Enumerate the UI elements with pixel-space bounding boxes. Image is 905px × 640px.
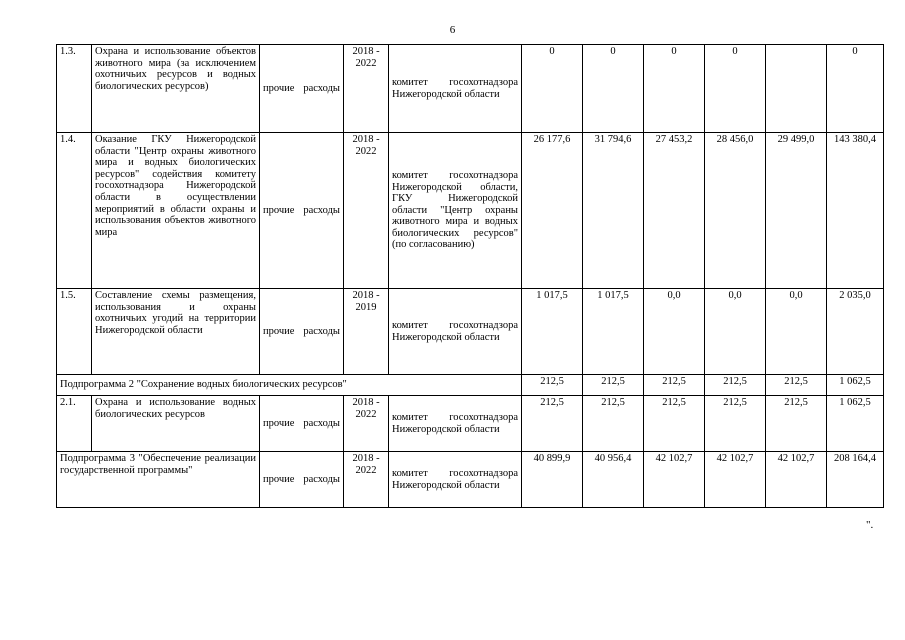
value-total: 1 062,5 [827, 396, 884, 452]
value-2021: 212,5 [705, 396, 766, 452]
value-2021: 0,0 [705, 289, 766, 375]
value-2019: 31 794,6 [583, 133, 644, 289]
period: 2018 - 2022 [344, 452, 389, 508]
table-row [57, 289, 884, 375]
value-2021: 42 102,7 [705, 452, 766, 508]
activity-name: Оказание ГКУ Нижегородской области "Центр охраны животного мира и водных биологических ресурсов" содействия комитету госохотнадзора Нижегородской области в осуществлении мероприятий в области охраны и использования объектов животного мира [92, 133, 260, 289]
period: 2018 - 2019 [344, 289, 389, 375]
activity-name: Охрана и использование объектов животного мира (за исключением охотничьих ресурсов и водных биологических ресурсов) [92, 45, 260, 133]
value-2020: 27 453,2 [644, 133, 705, 289]
value-total: 0 [827, 45, 884, 133]
value-2021: 212,5 [705, 375, 766, 396]
page-number: 6 [449, 24, 456, 36]
value-2020: 212,5 [644, 396, 705, 452]
value-2022 [766, 45, 827, 133]
budget-table [56, 44, 884, 508]
executor: комитет госохотнадзора Нижегородской области [389, 452, 522, 508]
value-2018: 1 017,5 [522, 289, 583, 375]
activity-name: Охрана и использование водных биологических ресурсов [92, 396, 260, 452]
row-number: 1.4. [57, 133, 92, 289]
value-2019: 1 017,5 [583, 289, 644, 375]
value-total: 1 062,5 [827, 375, 884, 396]
executor: комитет госохотнадзора Нижегородской области [389, 45, 522, 133]
executor: комитет госохотнадзора Нижегородской области [389, 396, 522, 452]
value-total: 2 035,0 [827, 289, 884, 375]
value-2021: 28 456,0 [705, 133, 766, 289]
value-2019: 40 956,4 [583, 452, 644, 508]
subprogram-title: Подпрограмма 3 "Обеспечение реализации государственной программы" [57, 452, 260, 508]
period: 2018 - 2022 [344, 133, 389, 289]
value-total: 208 164,4 [827, 452, 884, 508]
value-2018: 0 [522, 45, 583, 133]
row-number: 1.5. [57, 289, 92, 375]
period: 2018 - 2022 [344, 396, 389, 452]
value-2019: 0 [583, 45, 644, 133]
value-2018: 26 177,6 [522, 133, 583, 289]
value-2020: 0 [644, 45, 705, 133]
expense-type: прочие расходы [260, 133, 344, 289]
executor: комитет госохотнадзора Нижегородской области, ГКУ Нижегородской области "Центр охраны животного мира и водных биологических ресурсов" (по согласованию) [389, 133, 522, 289]
subprogram-row [57, 375, 884, 396]
row-number: 2.1. [57, 396, 92, 452]
value-2019: 212,5 [583, 375, 644, 396]
row-number: 1.3. [57, 45, 92, 133]
closing-quote-mark: ". [866, 519, 874, 531]
subprogram-row [57, 452, 884, 508]
value-2020: 0,0 [644, 289, 705, 375]
value-2022: 42 102,7 [766, 452, 827, 508]
executor: комитет госохотнадзора Нижегородской области [389, 289, 522, 375]
activity-name: Составление схемы размещения, использования и охраны охотничьих угодий на территории Нижегородской области [92, 289, 260, 375]
value-2019: 212,5 [583, 396, 644, 452]
expense-type: прочие расходы [260, 289, 344, 375]
value-2022: 212,5 [766, 375, 827, 396]
value-2018: 212,5 [522, 375, 583, 396]
value-2022: 29 499,0 [766, 133, 827, 289]
value-2018: 40 899,9 [522, 452, 583, 508]
value-2021: 0 [705, 45, 766, 133]
subprogram-title: Подпрограмма 2 "Сохранение водных биологических ресурсов" [57, 375, 522, 396]
expense-type: прочие расходы [260, 396, 344, 452]
value-total: 143 380,4 [827, 133, 884, 289]
table-row [57, 133, 884, 289]
value-2022: 212,5 [766, 396, 827, 452]
period: 2018 - 2022 [344, 45, 389, 133]
value-2022: 0,0 [766, 289, 827, 375]
expense-type: прочие расходы [260, 45, 344, 133]
table-row [57, 396, 884, 452]
table-row [57, 45, 884, 133]
expense-type: прочие расходы [260, 452, 344, 508]
value-2020: 42 102,7 [644, 452, 705, 508]
value-2020: 212,5 [644, 375, 705, 396]
value-2018: 212,5 [522, 396, 583, 452]
